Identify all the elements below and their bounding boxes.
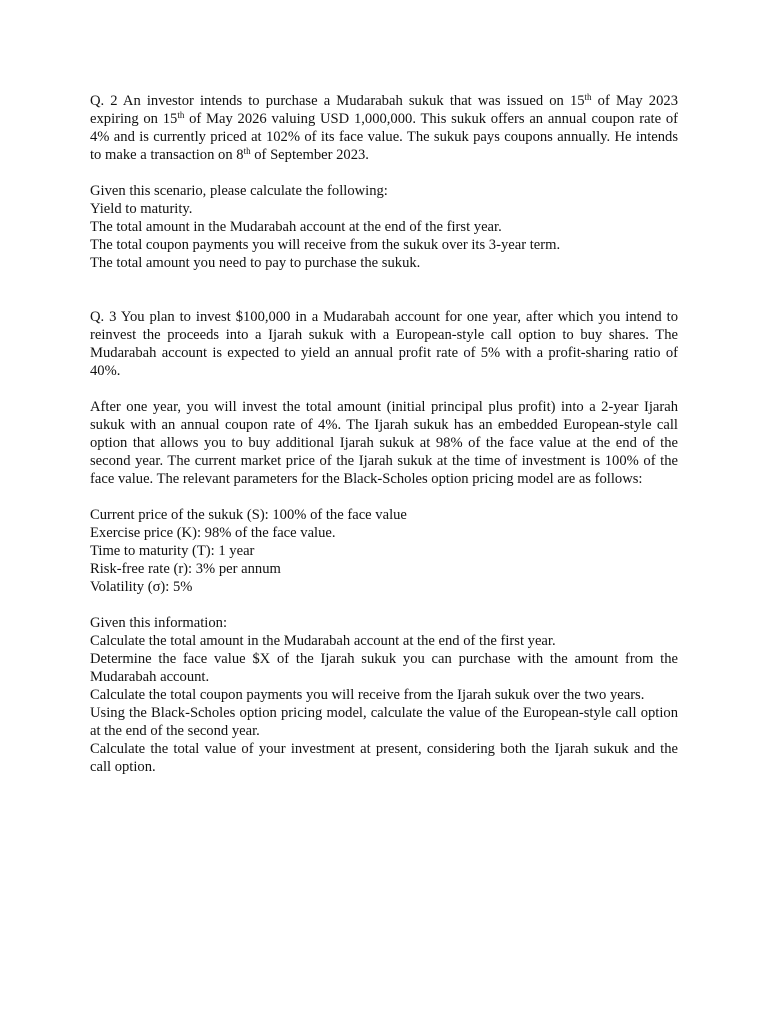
q2-intro-paragraph bbox=[90, 92, 678, 164]
q3-task-face-value: Determine the face value $X of the Ijarah sukuk you can purchase with the amount from the Mudarabah account. bbox=[90, 651, 678, 685]
q3-intro-paragraph: Q. 3 You plan to invest $100,000 in a Mudarabah account for one year, after which you intend to reinvest the proceeds into a Ijarah sukuk with a European-style call option to buy shares. The Mudarabah account is expected to yield an annual profit rate of 5% with a profit-sharing ratio of 40%. bbox=[90, 309, 678, 379]
q2-intro-part-3: of May 2026 valuing USD 1,000,000. This sukuk offers an annual coupon rate of 4% and is currently priced at 102% of its face value. The sukuk pays coupons annually. He intends to make a transaction on 8 bbox=[90, 111, 678, 163]
spacer bbox=[90, 488, 678, 506]
document-page bbox=[90, 92, 678, 776]
q2-item-purchase: The total amount you need to pay to purchase the sukuk. bbox=[90, 255, 421, 271]
param-volatility: Volatility (σ): 5% bbox=[90, 579, 193, 595]
q2-intro-part-1: Q. 2 An investor intends to purchase a Mudarabah sukuk that was issued on 15 bbox=[90, 93, 585, 109]
spacer bbox=[90, 596, 678, 614]
q2-item-coupons: The total coupon payments you will receive from the sukuk over its 3-year term. bbox=[90, 237, 561, 253]
q2-item-mudarabah: The total amount in the Mudarabah account at the end of the first year. bbox=[90, 219, 502, 235]
q2-intro-part-4: of September 2023. bbox=[250, 147, 369, 163]
q3-task-black-scholes: Using the Black-Scholes option pricing model, calculate the value of the European-style call option at the end of the second year. bbox=[90, 705, 678, 739]
spacer bbox=[90, 380, 678, 398]
spacer bbox=[90, 272, 678, 308]
q3-task-total-value: Calculate the total value of your investment at present, considering both the Ijarah sukuk and the call option. bbox=[90, 741, 678, 775]
param-current-price: Current price of the sukuk (S): 100% of the face value bbox=[90, 507, 407, 523]
ordinal-suffix: th bbox=[584, 92, 592, 102]
param-time-to-maturity: Time to maturity (T): 1 year bbox=[90, 543, 255, 559]
q3-task-coupons: Calculate the total coupon payments you will receive from the Ijarah sukuk over the two years. bbox=[90, 687, 645, 703]
q3-details-paragraph: After one year, you will invest the total amount (initial principal plus profit) into a 2-year Ijarah sukuk with an annual coupon rate of 4%. The Ijarah sukuk has an embedded European-style call option that allows you to buy additional Ijarah sukuk at 98% of the face value at the end of the second year. The current market price of the Ijarah sukuk at the time of investment is 100% of the face value. The relevant parameters for the Black-Scholes option pricing model are as follows: bbox=[90, 399, 678, 487]
q2-item-yield: Yield to maturity. bbox=[90, 201, 193, 217]
ordinal-suffix: th bbox=[243, 146, 251, 156]
q3-prompt: Given this information: bbox=[90, 615, 228, 631]
q3-task-mudarabah: Calculate the total amount in the Mudarabah account at the end of the first year. bbox=[90, 633, 556, 649]
q2-prompt: Given this scenario, please calculate the following: bbox=[90, 183, 388, 199]
param-risk-free-rate: Risk-free rate (r): 3% per annum bbox=[90, 561, 281, 577]
ordinal-suffix: th bbox=[177, 110, 185, 120]
param-exercise-price: Exercise price (K): 98% of the face value. bbox=[90, 525, 336, 541]
q2-intro-part-2: of May 2023 expiring on 15 bbox=[90, 93, 678, 127]
spacer bbox=[90, 164, 678, 182]
